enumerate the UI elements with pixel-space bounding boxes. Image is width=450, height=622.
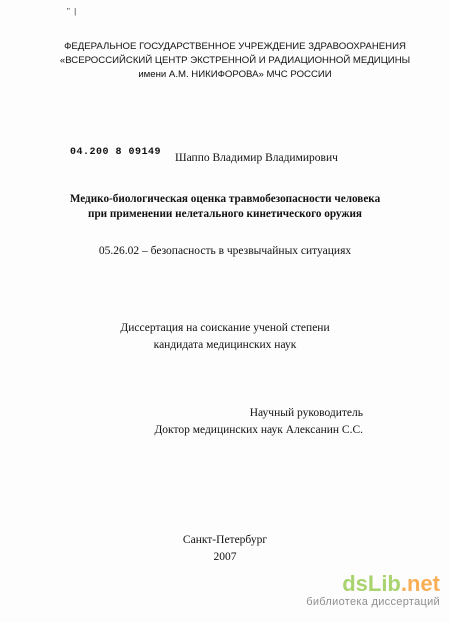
degree-line-1: Диссертация на соискание ученой степени xyxy=(120,322,330,334)
supervisor-name: Доктор медицинских наук Алексанин С.С. xyxy=(154,424,363,436)
institution-header xyxy=(0,40,450,82)
dslib-watermark[interactable] xyxy=(306,572,440,608)
place-and-year xyxy=(0,532,450,566)
registration-number: 04.200 8 09149 xyxy=(70,147,162,158)
header-line-3: имени А.М. НИКИФОРОВА» МЧС РОССИИ xyxy=(138,69,332,80)
specialty-code: 05.26.02 – безопасность в чрезвычайных ситуациях xyxy=(98,245,352,257)
dissertation-title xyxy=(0,192,450,222)
degree-line-2: кандидата медицинских наук xyxy=(153,339,297,351)
supervisor-label: Научный руководитель xyxy=(249,407,363,419)
city: Санкт-Петербург xyxy=(182,534,268,546)
dslib-logo-main: dsLib xyxy=(342,571,401,596)
scan-mark: " | xyxy=(67,7,78,16)
dslib-logo-tld: .net xyxy=(400,571,440,596)
dslib-subtitle: библиотека диссертаций xyxy=(306,596,440,608)
header-line-2: «ВСЕРОССИЙСКИЙ ЦЕНТР ЭКСТРЕННОЙ И РАДИАЦИОННОЙ МЕДИЦИНЫ xyxy=(59,55,411,66)
header-line-1: ФЕДЕРАЛЬНОЕ ГОСУДАРСТВЕННОЕ УЧРЕЖДЕНИЕ ЗДРАВООХРАНЕНИЯ xyxy=(64,41,406,52)
author-name: Шаппо Владимир Владимирович xyxy=(175,152,338,164)
year: 2007 xyxy=(213,551,237,563)
title-line-1: Медико-биологическая оценка травмобезопасности человека xyxy=(69,193,381,205)
title-line-2: при применении нелетального кинетического оружия xyxy=(88,208,362,220)
supervisor-block xyxy=(154,405,363,439)
degree-statement xyxy=(0,320,450,354)
dslib-logo xyxy=(306,572,440,596)
